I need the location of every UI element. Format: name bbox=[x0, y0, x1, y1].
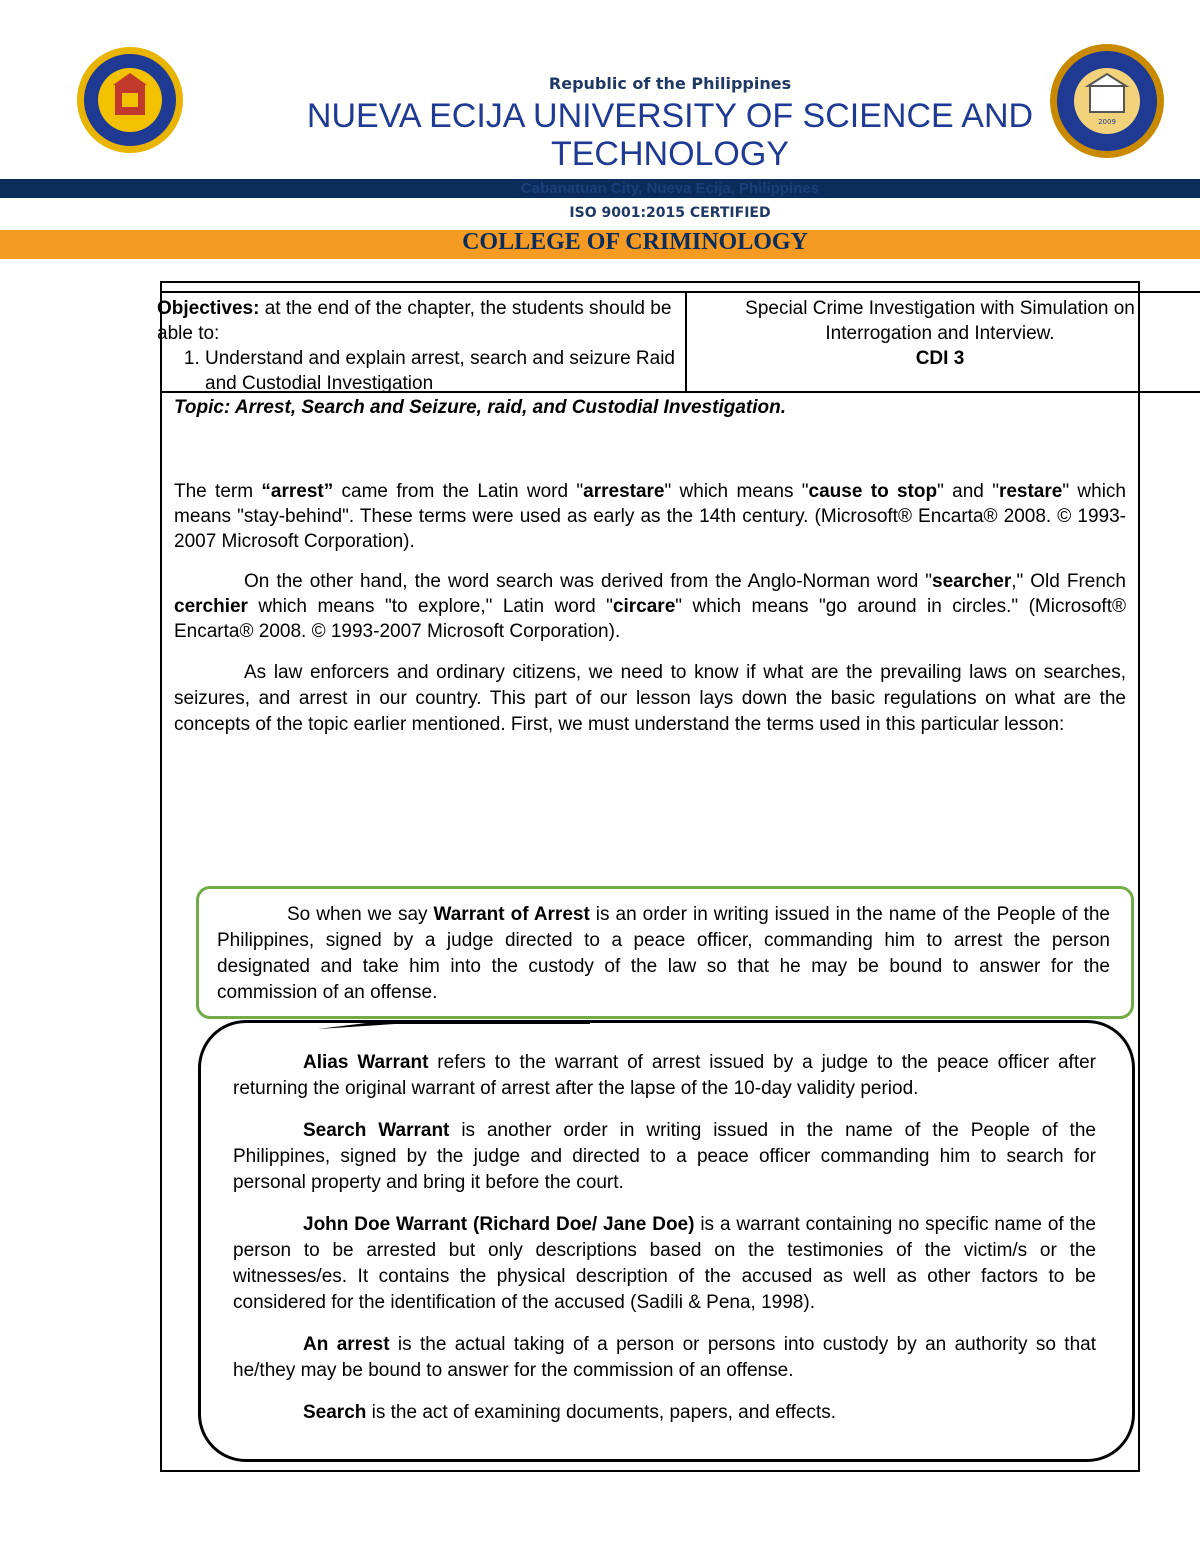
text-segment: is the act of examining documents, papers, and effects. bbox=[366, 1402, 837, 1423]
text-segment: " which means "stay-behind". These terms were used as early as the 14th century. (Microsoft® Encarta® 2008. © 1993-2007 Microsoft Corporation). bbox=[174, 481, 1126, 552]
text-segment: searcher bbox=[932, 571, 1012, 592]
text-segment: Search bbox=[303, 1402, 367, 1423]
course-code: CDI 3 bbox=[915, 348, 965, 369]
text-segment: An arrest bbox=[303, 1334, 390, 1355]
text-segment: On the other hand, the word search was derived from the Anglo-Norman word " bbox=[244, 571, 933, 592]
objectives-list bbox=[157, 346, 677, 396]
paragraph-lesson-intro bbox=[174, 660, 1126, 738]
iso-certification: ISO 9001:2015 CERTIFIED bbox=[569, 205, 771, 221]
text-segment: cause to stop bbox=[808, 481, 938, 502]
text-segment: is another order in writing issued in the name of the People of the Philippines, signed by the judge and directed to a peace officer commanding him to search for personal property and bring it before the court. bbox=[233, 1120, 1096, 1193]
definition-john-doe-warrant bbox=[233, 1212, 1096, 1316]
text-segment: which means "to explore," Latin word " bbox=[247, 596, 613, 617]
text-segment: " and " bbox=[937, 481, 999, 502]
text-segment: cerchier bbox=[174, 596, 248, 617]
text-segment: is a warrant containing no specific name of the person to be arrested but only descriptions based on the testimonies of the victim/s or the witnesses/es. It contains the physical description of the accused as well as other factors to be considered for the identification of the accused (Sadili & Pena, 1998). bbox=[233, 1214, 1096, 1313]
text-segment: Warrant of Arrest bbox=[433, 904, 590, 925]
text-segment: “arrest” bbox=[261, 481, 334, 502]
text-segment: Alias Warrant bbox=[303, 1052, 429, 1073]
text-segment: circare bbox=[612, 596, 676, 617]
university-name bbox=[0, 97, 1200, 173]
text-segment: restare bbox=[998, 481, 1063, 502]
warrant-of-arrest-text bbox=[217, 902, 1110, 1006]
definitions-list bbox=[233, 1050, 1096, 1442]
text-segment: ," Old French bbox=[1011, 571, 1126, 592]
objectives-label: Objectives: bbox=[157, 298, 260, 319]
text-segment: arrestare bbox=[583, 481, 665, 502]
text-segment: is the actual taking of a person or persons into custody by an authority so that he/they may be bound to answer for the commission of an offense. bbox=[233, 1334, 1096, 1381]
paragraph-arrest-etymology bbox=[174, 479, 1126, 554]
text-segment: John Doe Warrant (Richard Doe/ Jane Doe) bbox=[303, 1214, 695, 1235]
definition-search-warrant bbox=[233, 1118, 1096, 1196]
paragraph-search-etymology bbox=[174, 569, 1126, 644]
topic-heading: Topic: Arrest, Search and Seizure, raid, and Custodial Investigation. bbox=[174, 397, 786, 418]
course-cell bbox=[690, 296, 1190, 371]
objectives-intro-text: at the end of the chapter, the students should be able to: bbox=[157, 298, 672, 344]
table-column-divider bbox=[685, 291, 687, 391]
text-segment: " which means "go around in circles." (Microsoft® Encarta® 2008. © 1993-2007 Microsoft Corporation). bbox=[174, 596, 1126, 642]
objectives-intro bbox=[157, 296, 677, 346]
college-name: COLLEGE OF CRIMINOLOGY bbox=[462, 229, 808, 255]
text-segment: Search Warrant bbox=[303, 1120, 450, 1141]
text-segment: came from the Latin word " bbox=[333, 481, 584, 502]
definition-alias-warrant bbox=[233, 1050, 1096, 1102]
objective-item: 1. Understand and explain arrest, search and seizure Raid and Custodial Investigation bbox=[205, 346, 677, 396]
text-segment: " which means " bbox=[664, 481, 809, 502]
text-segment: refers to the warrant of arrest issued by a judge to the peace officer after returning the original warrant of arrest after the lapse of the 10-day validity period. bbox=[233, 1052, 1096, 1099]
text-segment: As law enforcers and ordinary citizens, we need to know if what are the prevailing laws on searches, seizures, and arrest in our country. This part of our lesson lays down the basic regulations on what are the concepts of the topic earlier mentioned. First, we must understand the terms used in this particular lesson: bbox=[174, 662, 1126, 735]
city-line: Cabanatuan City, Nueva Ecija, Philippines bbox=[520, 180, 820, 197]
text-segment: So when we say bbox=[287, 904, 434, 925]
definition-search bbox=[233, 1400, 1096, 1426]
university-name-line2: TECHNOLOGY bbox=[550, 135, 790, 173]
objectives-cell bbox=[157, 296, 677, 396]
course-title: Special Crime Investigation with Simulation on Interrogation and Interview. bbox=[745, 298, 1135, 344]
definition-arrest bbox=[233, 1332, 1096, 1384]
table-top-rule bbox=[160, 291, 1200, 293]
university-name-line1: NUEVA ECIJA UNIVERSITY OF SCIENCE AND bbox=[306, 97, 1034, 135]
republic-heading: Republic of the Philippines bbox=[548, 74, 792, 93]
seal-year-text: 2009 bbox=[1098, 118, 1116, 126]
text-segment: is an order in writing issued in the name of the People of the Philippines, signed by a judge directed to a peace officer, commanding him to arrest the person designated and take him into the custody of the law so that he may be bound to answer for the commission of an offense. bbox=[217, 904, 1110, 1003]
text-segment: The term bbox=[174, 481, 262, 502]
